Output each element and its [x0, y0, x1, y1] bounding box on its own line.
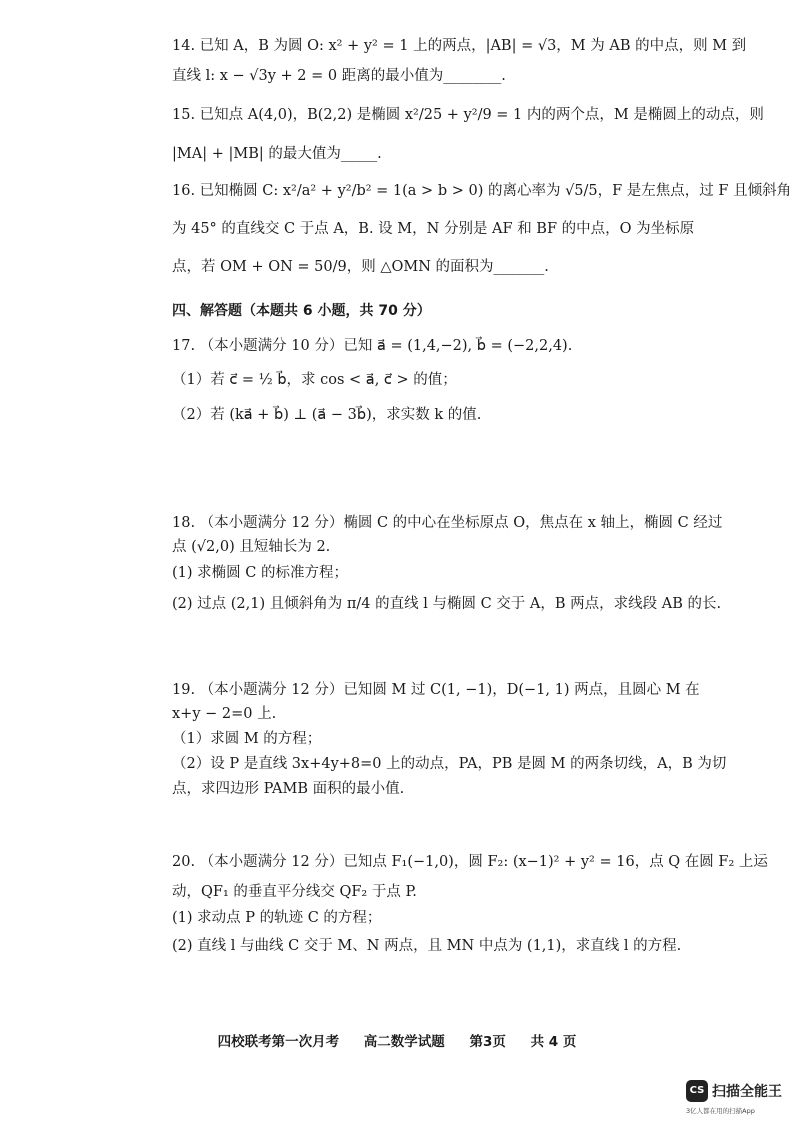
question-line: 点，若 OM + ON = 50/9，则 △OMN 的面积为_______.	[172, 259, 549, 275]
question-line: (1) 求椭圆 C 的标准方程；	[172, 565, 348, 581]
question-line: (2) 过点 (2,1) 且倾斜角为 π/4 的直线 l 与椭圆 C 交于 A，B 两点，求线段 AB 的长.	[172, 596, 722, 612]
question-line: 16. 已知椭圆 C: x²/a² + y²/b² = 1(a > b > 0) 的离心率为 √5/5，F 是左焦点，过 F 且倾斜角	[172, 183, 792, 199]
footer-exam-name: 四校联考第一次月考	[217, 1034, 340, 1050]
footer-subject: 高二数学试题	[363, 1034, 445, 1050]
question-line: 19. （本小题满分 12 分）已知圆 M 过 C(1, −1)，D(−1, 1) 两点，且圆心 M 在	[172, 682, 700, 698]
question-line: 动，QF₁ 的垂直平分线交 QF₂ 于点 P.	[172, 884, 417, 900]
scanner-watermark	[686, 1080, 794, 1120]
question-line: （1）求圆 M 的方程；	[172, 731, 322, 747]
scanner-app-name: 扫描全能王	[712, 1084, 782, 1100]
question-line: 15. 已知点 A(4,0)，B(2,2) 是椭圆 x²/25 + y²/9 = 1 内的两个点，M 是椭圆上的动点，则	[172, 107, 764, 123]
question-line: (1) 求动点 P 的轨迹 C 的方程；	[172, 910, 382, 926]
question-line: (2) 直线 l 与曲线 C 交于 M、N 两点，且 MN 中点为 (1,1)，求直线 l 的方程.	[172, 938, 682, 954]
question-line: 点，求四边形 PAMB 面积的最小值.	[172, 781, 405, 797]
question-line: 点 (√2,0) 且短轴长为 2.	[172, 539, 331, 555]
page-footer	[0, 1030, 794, 1050]
section-heading: 四、解答题（本题共 6 小题，共 70 分）	[172, 303, 431, 319]
question-line: 直线 l: x − √3y + 2 = 0 距离的最小值为________.	[172, 68, 506, 84]
question-line: |MA| + |MB| 的最大值为_____.	[172, 146, 382, 162]
footer-total-pages: 共 4 页	[530, 1034, 577, 1050]
scanner-tagline: 3亿人都在用的扫描App	[686, 1107, 755, 1115]
question-line: （2）若 (ka⃗ + b⃗) ⊥ (a⃗ − 3b⃗)，求实数 k 的值.	[172, 407, 482, 423]
question-line: （2）设 P 是直线 3x+4y+8=0 上的动点，PA，PB 是圆 M 的两条切线，A，B 为切	[172, 756, 727, 772]
question-line: 为 45° 的直线交 C 于点 A，B. 设 M，N 分别是 AF 和 BF 的中点，O 为坐标原	[172, 221, 695, 237]
scanner-logo-icon: CS	[686, 1080, 708, 1102]
question-line: 18. （本小题满分 12 分）椭圆 C 的中心在坐标原点 O，焦点在 x 轴上，椭圆 C 经过	[172, 515, 723, 531]
question-line: x+y − 2=0 上.	[172, 706, 277, 722]
footer-page-number: 第3页	[469, 1034, 506, 1050]
question-line: 14. 已知 A，B 为圆 O: x² + y² = 1 上的两点，|AB| = √3，M 为 AB 的中点，则 M 到	[172, 38, 747, 54]
question-line: 17. （本小题满分 10 分）已知 a⃗ = (1,4,−2), b⃗ = (−2,2,4).	[172, 338, 573, 354]
question-line: 20. （本小题满分 12 分）已知点 F₁(−1,0)，圆 F₂: (x−1)² + y² = 16，点 Q 在圆 F₂ 上运	[172, 854, 768, 870]
question-line: （1）若 c⃗ = ½ b⃗，求 cos < a⃗, c⃗ > 的值；	[172, 372, 457, 388]
